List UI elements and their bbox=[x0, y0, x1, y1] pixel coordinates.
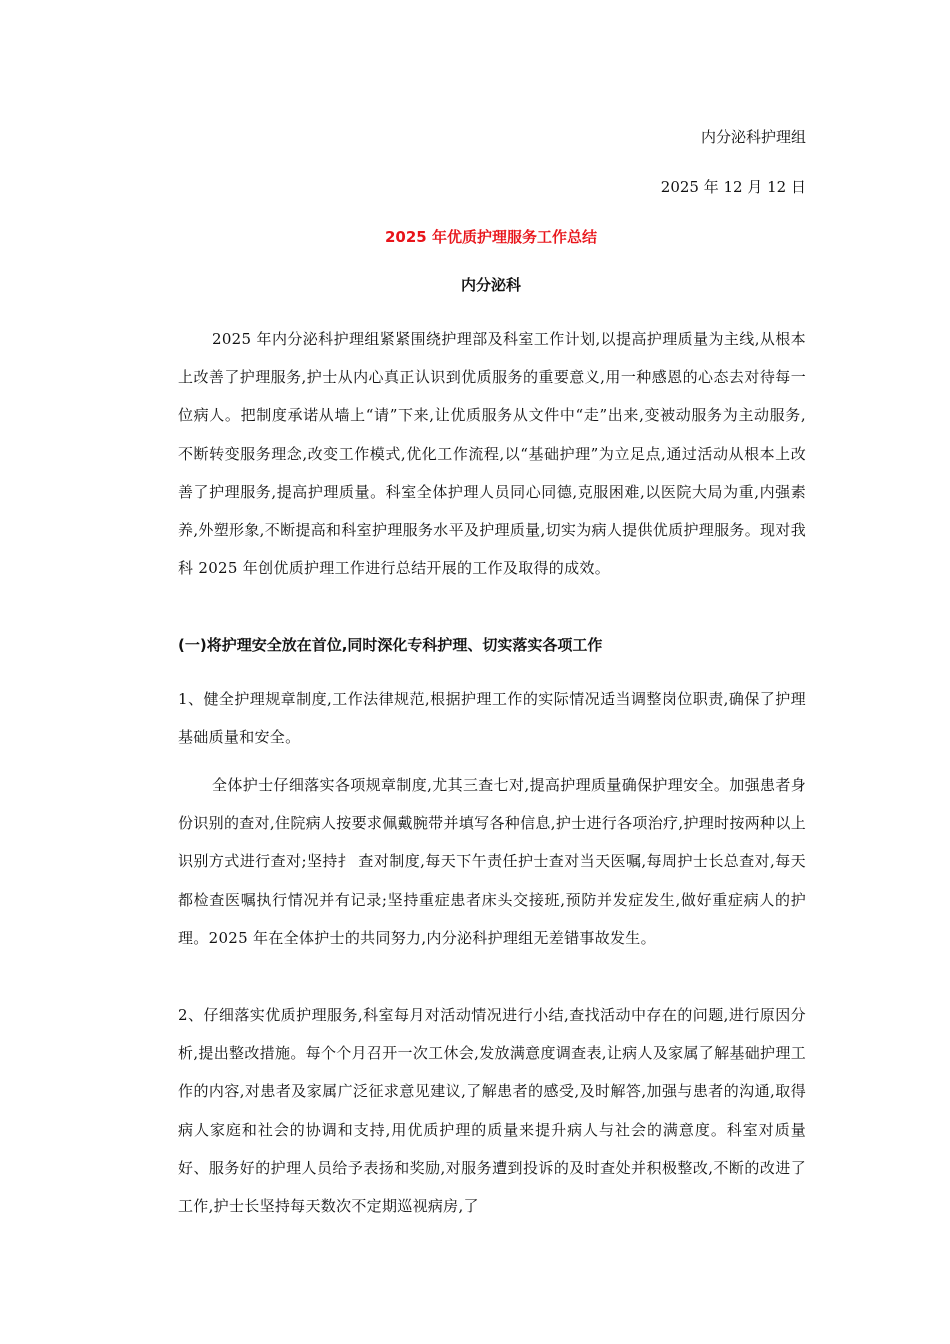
organization-name: 内分泌科护理组 bbox=[700, 128, 806, 146]
intro-paragraph: 2025 年内分泌科护理组紧紧围绕护理部及科室工作计划,以提高护理质量为主线,从根本上改善了护理服务,护士从内心真正认识到优质服务的重要意义,用一种感恩的心态去对待每一位病人。把制度承诺从墙上“请”下来,让优质服务从文件中“走”出来,变被动服务为主动服务,不断转变服务理念,改变工作模式,优化工作流程,以“基础护理”为立足点,通过活动从根本上改善了护理服务,提高护理质量。科室全体护理人员同心同德,克服困难,以医院大局为重,内强素养,外塑形象,不断提高和科室护理服务水平及护理质量,切实为病人提供优质护理服务。现对我科 2025 年创优质护理工作进行总结开展的工作及取得的成效。 bbox=[178, 330, 806, 578]
item-1-detail-paragraph: 全体护士仔细落实各项规章制度,尤其三查七对,提高护理质量确保护理安全。加强患者身份识别的查对,住院病人按要求佩戴腕带并填写各种信息,护士进行各项治疗,护理时按两种以上识别方式进行查对;坚持扌 查对制度,每天下午责任护士查对当天医嘱,每周护士长总查对,每天都检查医嘱执行情况并有记录;坚持重症患者床头交接班,预防并发症发生,做好重症病人的护理。2025 年在全体护士的共同努力,内分泌科护理组无差错事故发生。 bbox=[178, 776, 806, 947]
document-date: 2025 年 12 月 12 日 bbox=[660, 178, 806, 196]
item-2-paragraph: 2、仔细落实优质护理服务,科室每月对活动情况进行小结,查找活动中存在的问题,进行原因分析,提出整改措施。每个个月召开一次工休会,发放满意度调查表,让病人及家属了解基础护理工作的内容,对患者及家属广泛征求意见建议,了解患者的感受,及时解答,加强与患者的沟通,取得病人家庭和社会的协调和支持,用优质护理的质量来提升病人与社会的满意度。科室对质量好、服务好的护理人员给予表扬和奖励,对服务遭到投诉的及时查处并积极整改,不断的改进了工作,护士长坚持每天数次不定期巡视病房,了 bbox=[178, 1006, 806, 1216]
document-subtitle: 内分泌科 bbox=[460, 276, 521, 294]
document-title: 2025 年优质护理服务工作总结 bbox=[385, 228, 597, 246]
item-1-paragraph: 1、健全护理规章制度,工作法律规范,根据护理工作的实际情况适当调整岗位职责,确保了护理基础质量和安全。 bbox=[178, 690, 806, 747]
section-heading: (一)将护理安全放在首位,同时深化专科护理、切实落实各项工作 bbox=[178, 636, 603, 654]
